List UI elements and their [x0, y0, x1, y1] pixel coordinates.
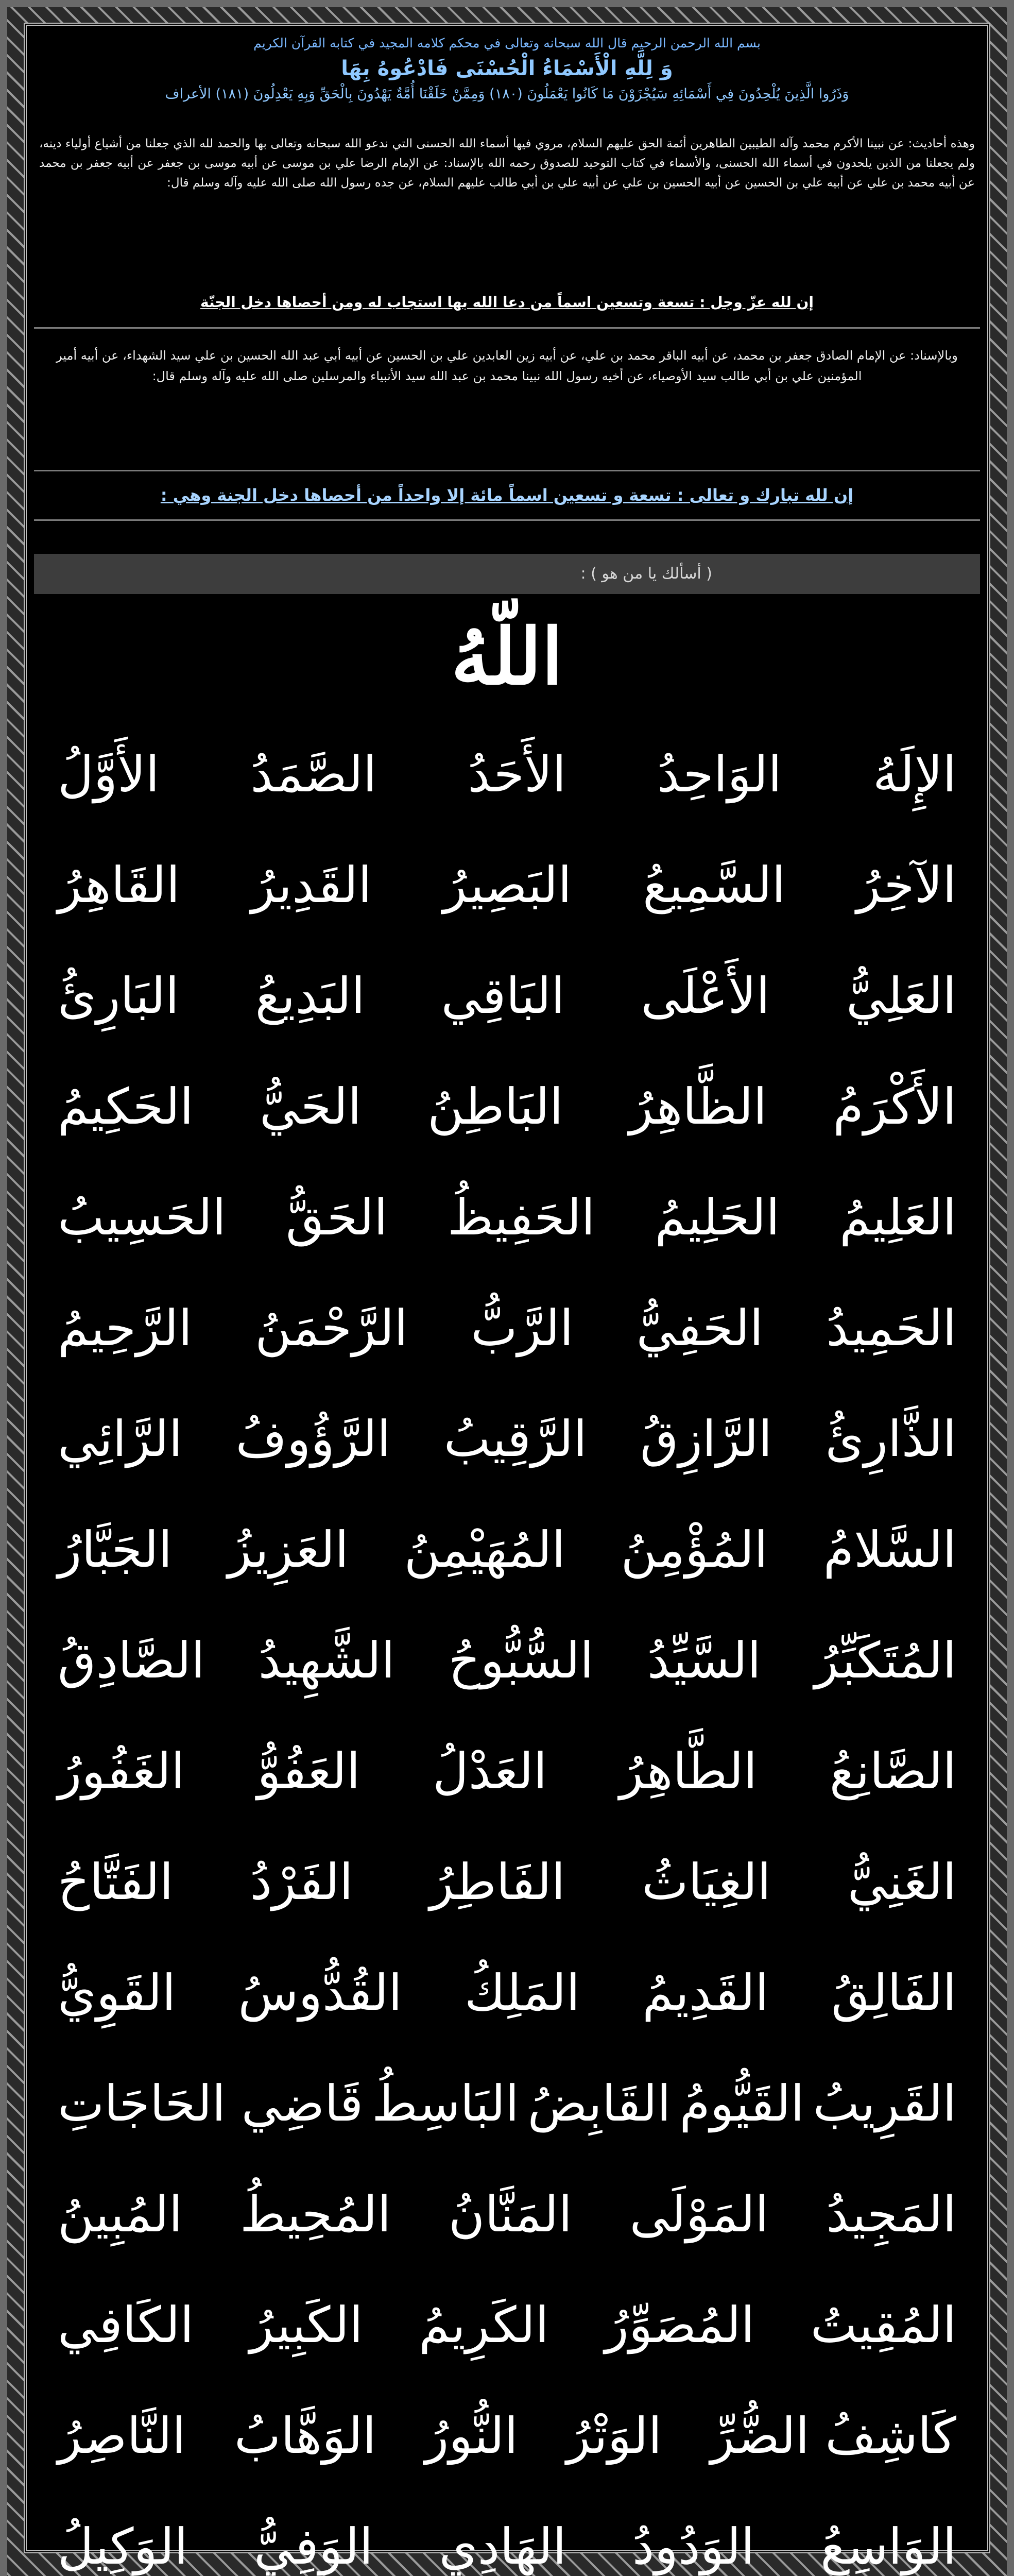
divine-name: النُّورُ	[424, 2406, 518, 2465]
names-row	[58, 1937, 956, 2048]
narration-chain: وبالإسناد: عن الإمام الصادق جعفر بن محمد، عن أبيه الباقر محمد بن علي، عن أبيه زين العابدين علي بن الحسين عن أبيه أبي عبد الله الحسين بن علي سيد الشهداء، عن أبيه أمير المؤمنين علي بن أبي طالب سيد الأوصياء، عن أخيه رسول الله نبينا محمد بن عبد الله سيد الأنبياء والمرسلين صلى الله عليه وآله وسلم قال:	[56, 348, 958, 383]
divine-name: الفَالِقُ	[831, 1963, 956, 2022]
allah-title: اللّهُ	[451, 612, 563, 702]
divine-name: الإِلَهُ	[872, 745, 956, 803]
divine-name: المُبِينُ	[58, 2185, 183, 2243]
names-row	[58, 2491, 956, 2576]
divine-name: الفَتَّاحُ	[58, 1853, 174, 1911]
divine-name: المُتَكَبِّرُ	[814, 1631, 956, 1689]
hadith-first: إن لله عزّ وجل : تسعة وتسعين اسماً من دعا الله بها استجاب له ومن أحصاها دخل الجنّة	[200, 294, 814, 311]
divine-name: الحَفِيُّ	[636, 1299, 764, 1357]
divine-name: النَّاصِرُ	[58, 2406, 186, 2465]
divine-name: الوَكِيلُ	[58, 2517, 188, 2575]
divine-name: الأَوَّلُ	[58, 745, 160, 803]
names-row	[58, 940, 956, 1051]
divine-name: الرَّحِيمُ	[58, 1299, 193, 1357]
divine-name: المُصَوِّرُ	[605, 2296, 755, 2354]
divine-name: الرَّازِقُ	[640, 1410, 772, 1468]
divine-name: السُّبُّوحُ	[448, 1631, 594, 1689]
basmala: بسم الله الرحمن الرحيم قال الله سبحانه وتعالى في محكم كلامه المجيد في كتابه القرآن الكريم	[253, 36, 761, 50]
divine-name: القُدُّوسُ	[238, 1963, 402, 2022]
divine-name: الفَرْدُ	[250, 1853, 353, 1911]
divine-name: الرَّبُّ	[471, 1299, 574, 1357]
divine-name: الآخِرُ	[856, 856, 956, 914]
divine-name: الطَّاهِرُ	[619, 1742, 758, 1800]
names-row	[58, 1716, 956, 1826]
divine-name: الشَّهِيدُ	[258, 1631, 395, 1689]
divine-name: المُقِيتُ	[810, 2296, 956, 2354]
divine-name: البَارِئُ	[58, 967, 179, 1025]
divine-name: العَلِيُّ	[846, 967, 956, 1025]
divine-name: القَدِيمُ	[642, 1963, 769, 2022]
divine-name: الوَتْرُ	[566, 2406, 662, 2465]
names-row	[58, 1826, 956, 1937]
divine-name: الذَّارِئُ	[825, 1410, 956, 1468]
divine-name: المَلِكُ	[465, 1963, 580, 2022]
divine-name: الحَسِيبُ	[58, 1188, 226, 1246]
divine-name: البَاقِي	[441, 967, 565, 1025]
divine-name: الظَّاهِرُ	[629, 1077, 767, 1136]
names-row	[58, 2159, 956, 2269]
ask-label: ( أسألك يا من هو ) :	[580, 565, 712, 583]
divine-name: المَوْلَى	[629, 2185, 769, 2243]
divine-name: المَجِيدُ	[826, 2185, 956, 2243]
divine-name: القَوِيُّ	[58, 1963, 176, 2022]
divine-name: الوَاحِدُ	[657, 745, 782, 803]
divine-name: الحَلِيمُ	[655, 1188, 780, 1246]
divine-name: الصَّادِقُ	[58, 1631, 205, 1689]
divine-name: الجَبَّارُ	[58, 1520, 173, 1579]
divine-name: الأَحَدُ	[468, 745, 566, 803]
divine-name: المُحِيطُ	[239, 2185, 391, 2243]
divine-name: العَفُوُّ	[257, 1742, 360, 1800]
names-row	[58, 1162, 956, 1273]
divider	[34, 519, 980, 521]
names-row	[58, 1383, 956, 1494]
names-row	[58, 829, 956, 940]
divine-name: الرَّحْمَنُ	[255, 1299, 408, 1357]
divine-name: الصَّمَدُ	[250, 745, 377, 803]
divine-name: الكَبِيرُ	[249, 2296, 363, 2354]
divine-name: العَدْلُ	[433, 1742, 547, 1800]
divine-name: العَلِيمُ	[839, 1188, 956, 1246]
divine-name: الأَعْلَى	[641, 967, 770, 1025]
names-row	[58, 1051, 956, 1162]
divine-name: الوَدُودُ	[632, 2517, 755, 2575]
content-panel	[24, 23, 990, 2575]
divine-name: المُؤْمِنُ	[621, 1520, 768, 1579]
divine-name: الوَهَّابُ	[234, 2406, 376, 2465]
divine-name: العَزِيزُ	[228, 1520, 349, 1579]
divine-name: السَّمِيعُ	[643, 856, 786, 914]
header	[37, 33, 977, 105]
hadith-second: إن لله تبارك و تعالى : تسعة و تسعين اسماً مائة إلا واحداً من أحصاها دخل الجنة وهي :	[160, 485, 854, 505]
ayah-main: وَ لِلَّهِ الْأَسْمَاءُ الْحُسْنَى فَادْعُوهُ بِهَا	[341, 57, 673, 80]
divider	[34, 327, 980, 329]
divine-name: الفَاطِرُ	[429, 1853, 565, 1911]
ayah-rest: وَذَرُوا الَّذِينَ يُلْحِدُونَ فِي أَسْمَائِهِ سَيُجْزَوْنَ مَا كَانُوا يَعْمَلُونَ (١٨٠) وَمِمَّنْ خَلَقْنَا أُمَّةٌ يَهْدُونَ بِالْحَقِّ وَبِهِ يَعْدِلُونَ (١٨١) الأعراف	[165, 86, 849, 102]
names-row	[58, 2048, 956, 2159]
names-grid	[58, 719, 956, 2576]
divine-name: الغَفُورُ	[58, 1742, 185, 1800]
names-row	[58, 1273, 956, 1383]
divine-name: القَرِيبُ	[813, 2074, 956, 2132]
divine-name: الرَّائِي	[58, 1410, 183, 1468]
divine-name: الحَيُّ	[259, 1077, 362, 1136]
divine-name: المُهَيْمِنُ	[404, 1520, 565, 1579]
divine-name: البَصِيرُ	[443, 856, 572, 914]
intro-paragraph: وهذه أحاديث: عن نبينا الأكرم محمد وآله الطيبين الطاهرين أئمة الحق عليهم السلام، مروي فيها أسماء الله الحسنى التي ندعو الله سبحانه وتعالى بها والحمد لله الذي جعلنا من أشياع أولياء دينه، ولم يجعلنا من الذين يلحدون في أسماء الله الحسنى، والأسماء في كتاب التوحيد للصدوق رحمه الله بالإسناد: عن الإمام الرضا علي بن موسى عن أبيه موسى بن جعفر عن أبيه جعفر بن محمد عن أبيه محمد بن علي عن أبيه علي بن الحسين عن أبيه الحسين بن علي عن أبيه علي بن أبي طالب عليهم السلام، عن جده رسول الله صلى الله عليه وآله وسلم قال:	[39, 137, 975, 190]
divine-name: الأَكْرَمُ	[833, 1077, 956, 1136]
names-row	[58, 2380, 956, 2491]
names-row	[58, 1494, 956, 1605]
divine-name: الكَافِي	[58, 2296, 194, 2354]
divine-name: الغَنِيُّ	[847, 1853, 956, 1911]
divine-name: الرَّؤُوفُ	[235, 1410, 391, 1468]
divine-name: البَدِيعُ	[255, 967, 365, 1025]
divine-name: السَّيِّدُ	[647, 1631, 761, 1689]
divine-name: قَاضِي الحَاجَاتِ	[58, 2074, 364, 2132]
divine-name: القَاهِرُ	[58, 856, 180, 914]
divine-name: الرَّقِيبُ	[443, 1410, 587, 1468]
ask-bar	[34, 554, 980, 594]
divine-name: الوَفِيُّ	[253, 2517, 373, 2575]
divine-name: القَابِضُ	[527, 2074, 671, 2132]
divine-name: البَاطِنُ	[427, 1077, 563, 1136]
divine-name: الحَكِيمُ	[58, 1077, 194, 1136]
divine-name: القَدِيرُ	[251, 856, 372, 914]
divine-name: الحَفِيظُ	[447, 1188, 595, 1246]
divine-name: الهَادِي	[439, 2517, 566, 2575]
divider	[34, 470, 980, 471]
names-row	[58, 719, 956, 829]
names-row	[58, 2269, 956, 2380]
divine-name: الغِيَاثُ	[642, 1853, 771, 1911]
divine-name: كَاشِفُ الضُّرِّ	[710, 2406, 956, 2465]
divine-name: الصَّانِعُ	[829, 1742, 956, 1800]
divine-name: الحَقُّ	[285, 1188, 388, 1246]
divine-name: السَّلامُ	[823, 1520, 956, 1579]
divine-name: القَيُّومُ	[679, 2074, 804, 2132]
divine-name: المَنَّانُ	[448, 2185, 573, 2243]
divine-name: الكَرِيمُ	[419, 2296, 549, 2354]
names-row	[58, 1605, 956, 1716]
divine-name: الوَاسِعُ	[820, 2517, 956, 2575]
divine-name: البَاسِطُ	[372, 2074, 519, 2132]
divine-name: الحَمِيدُ	[826, 1299, 956, 1357]
